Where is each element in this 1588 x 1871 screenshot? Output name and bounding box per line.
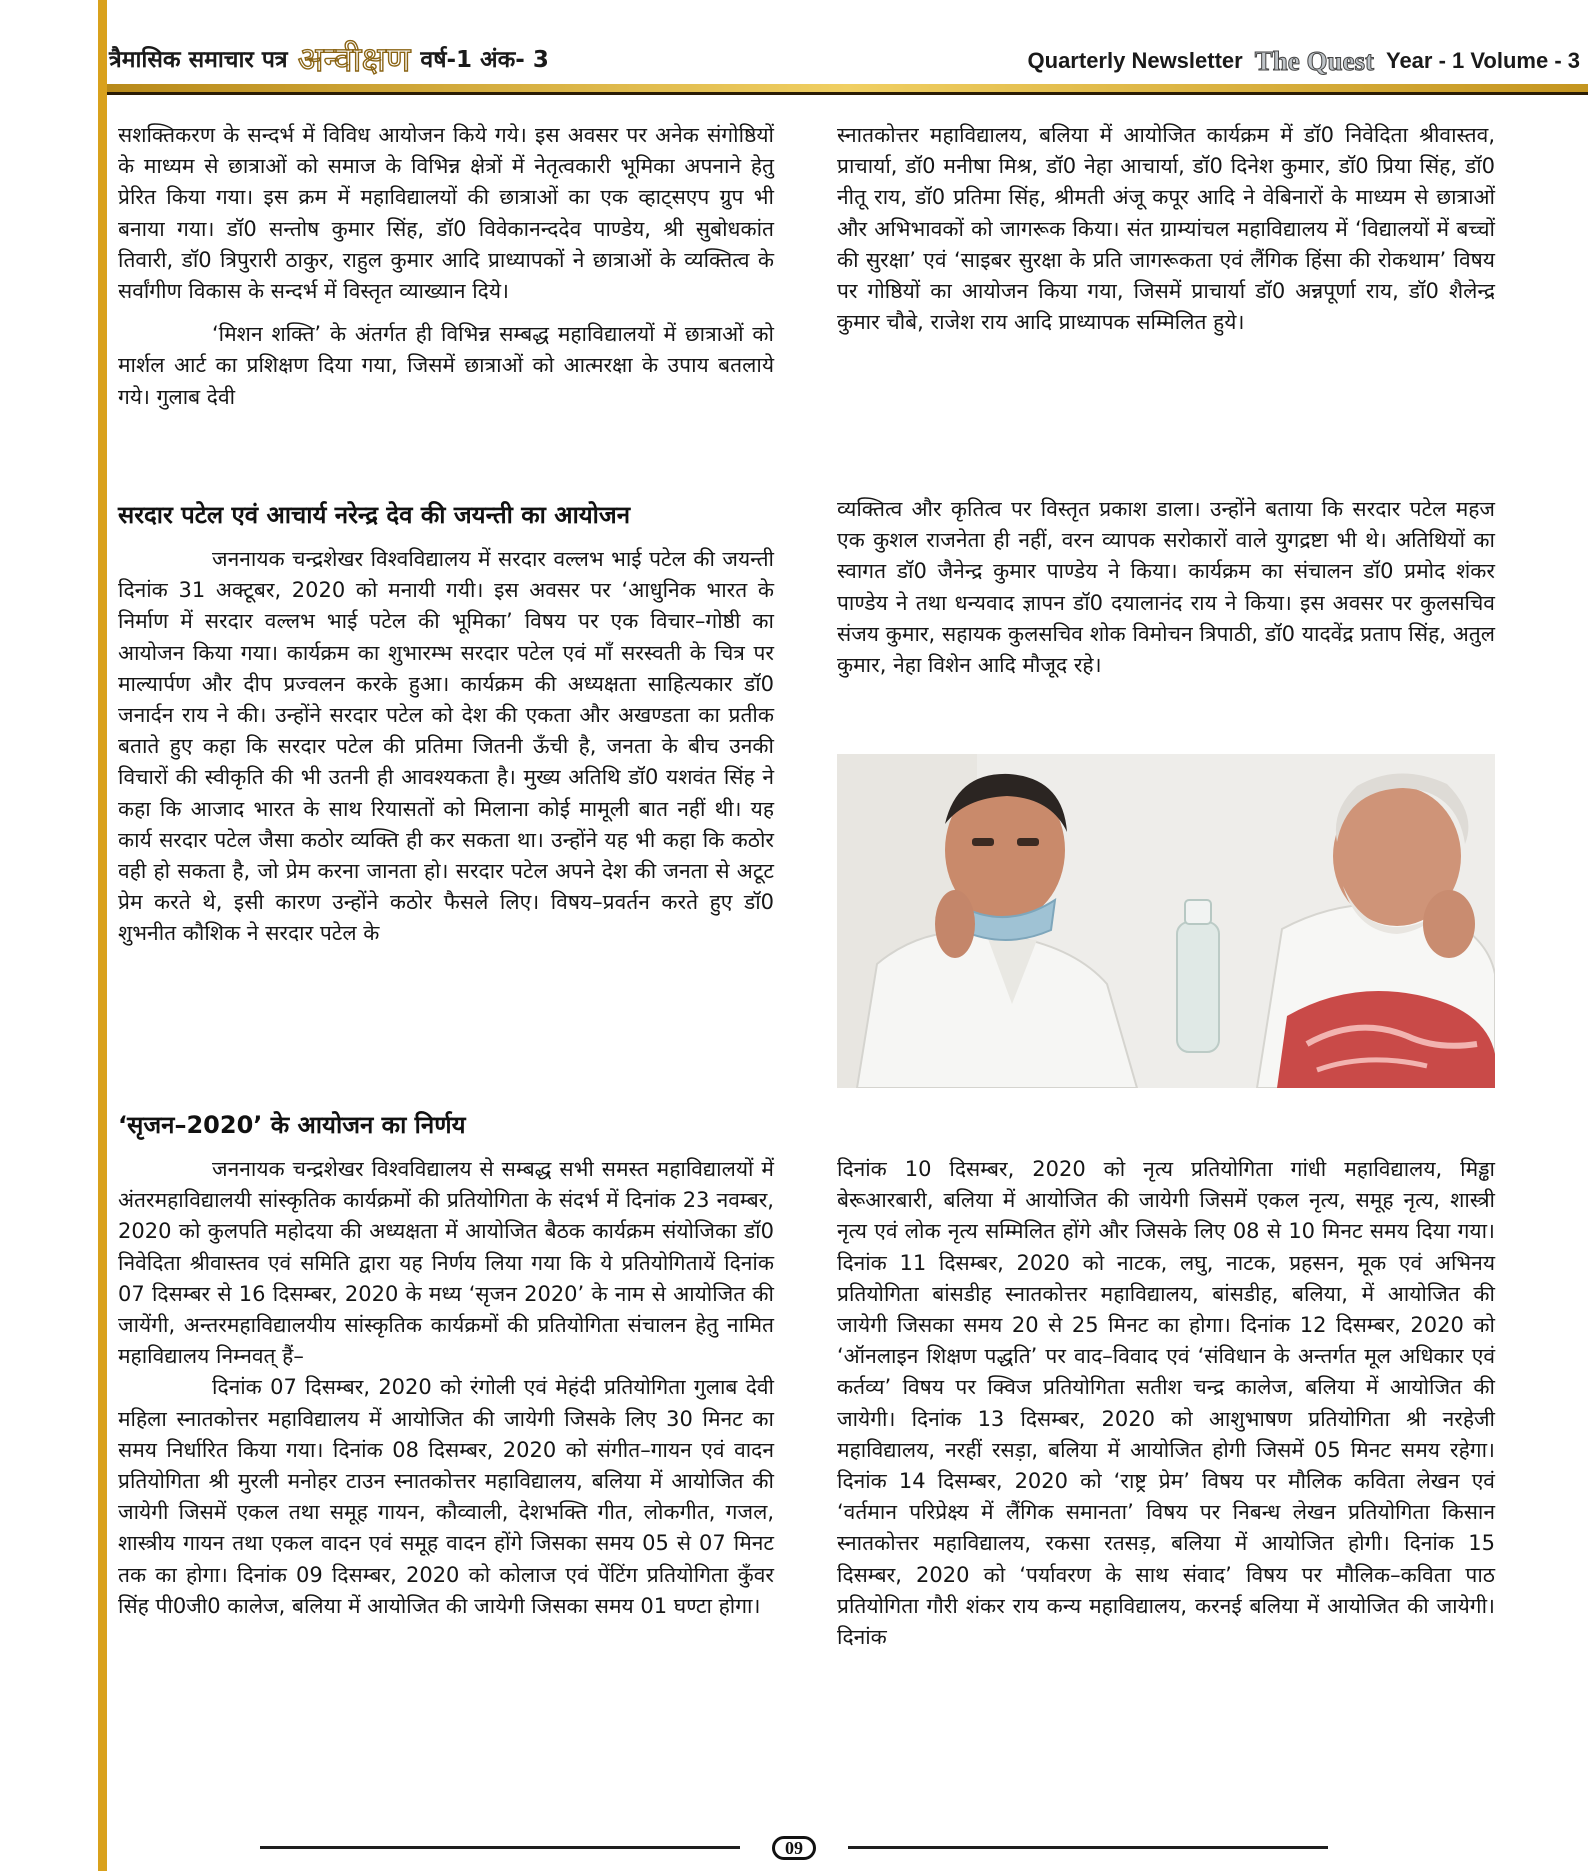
page-number-badge — [736, 1836, 852, 1860]
header-english-issue: Year - 1 Volume - 3 — [1385, 48, 1580, 73]
page-footer — [260, 1836, 1328, 1860]
top-right-column — [837, 120, 1495, 338]
header-dark-rule — [107, 92, 1588, 95]
page-header — [107, 0, 1588, 96]
page-number: 09 — [772, 1836, 816, 1860]
header-hindi-title — [109, 38, 549, 78]
section-heading-srijan: ‘सृजन–2020’ के आयोजन का निर्णय — [118, 1111, 466, 1139]
article-paragraph: दिनांक 10 दिसम्बर, 2020 को नृत्य प्रतियोगिता गांधी महाविद्यालय, मिड्ढा बेरूआरबारी, बलिया में आयोजित की जायेगी जिसमें एकल नृत्य, समूह नृत्य, शास्त्री नृत्य एवं लोक नृत्य सम्मिलित होंगे और जिसके लिए 08 से 10 मिनट समय दिया गया। दिनांक 11 दिसम्बर, 2020 को नाटक, लघु, नाटक, प्रहसन, मूक एवं अभिनय प्रतियोगिता बांसडीह स्नातकोत्तर महाविद्यालय, बांसडीह, बलिया, में आयोजित की जायेगी जिसका समय 20 से 25 मिनट का होगा। दिनांक 12 दिसम्बर, 2020 को ‘ऑनलाइन शिक्षण पद्धति’ पर वाद–विवाद एवं ‘संविधान के अन्तर्गत मूल अधिकार एवं कर्तव्य’ विषय पर क्विज प्रतियोगिता सतीश चन्द्र कालेज, बलिया में आयोजित की जायेगी। दिनांक 13 दिसम्बर, 2020 को आशुभाषण प्रतियोगिता श्री नरहेजी महाविद्यालय, नरहीं रसड़ा, बलिया में आयोजित होगी जिसमें 05 मिनट समय रहेगा। दिनांक 14 दिसम्बर, 2020 को ‘राष्ट्र प्रेम’ विषय पर मौलिक कविता लेखन एवं ‘वर्तमान परिप्रेक्ष्य में लैंगिक समानता’ विषय पर निबन्ध लेखन प्रतियोगिता किसान स्नातकोत्तर महाविद्यालय, रकसा रतसड़, बलिया में आयोजित होगी। दिनांक 15 दिसम्बर, 2020 को ‘पर्यावरण के साथ संवाद’ विषय पर मौलिक–कविता पाठ प्रतियोगिता गौरी शंकर राय कन्य महाविद्यालय, करनई बलिया में आयोजित की जायेगी। दिनांक — [837, 1157, 1495, 1650]
footer-rule-right — [848, 1846, 1328, 1849]
top-left-column — [118, 120, 774, 413]
header-english-prefix: Quarterly Newsletter — [1027, 48, 1243, 73]
article-paragraph: व्यक्तित्व और कृतित्व पर विस्तृत प्रकाश डाला। उन्होंने बताया कि सरदार पटेल महज एक कुशल राजनेता ही नहीं, वरन व्यापक सरोकारों वाले युगद्रष्टा भी थे। अतिथियों का स्वागत डॉ0 जैनेन्द्र कुमार पाण्डेय ने किया। कार्यक्रम का संचालन डॉ0 प्रमोद शंकर पाण्डेय ने तथा धन्यवाद ज्ञापन डॉ0 दयालानंद राय ने किया। इस अवसर पर कुलसचिव संजय कुमार, सहायक कुलसचिव शोक विमोचन त्रिपाठी, डॉ0 यादवेंद्र प्रताप सिंह, अतुल कुमार, नेहा विशेन आदि मौजूद रहे। — [837, 497, 1495, 678]
article-paragraph: सशक्तिकरण के सन्दर्भ में विविध आयोजन किये गये। इस अवसर पर अनेक संगोष्ठियों के माध्यम से छात्राओं को समाज के विभिन्न क्षेत्रों में नेतृत्वकारी भूमिका अपनाने हेतु प्रेरित किया गया। इस क्रम में महाविद्यालयों की छात्राओं का एक व्हाट्सएप ग्रुप भी बनाया गया। डॉ0 सन्तोष कुमार सिंह, डॉ0 विवेकानन्ददेव पाण्डेय, श्री सुबोधकांत तिवारी, डॉ0 त्रिपुरारी ठाकुर, राहुल कुमार आदि प्राध्यापकों ने छात्राओं के व्यक्तित्व के सर्वांगीण विकास के सन्दर्भ में विस्तृत व्याख्यान दिये। — [118, 123, 774, 304]
article-paragraph: स्नातकोत्तर महाविद्यालय, बलिया में आयोजित कार्यक्रम में डॉ0 निवेदिता श्रीवास्तव, प्राचार्या, डॉ0 मनीषा मिश्र, डॉ0 नेहा आचार्या, डॉ0 दिनेश कुमार, डॉ0 प्रिया सिंह, डॉ0 नीतू राय, डॉ0 प्रतिमा सिंह, श्रीमती अंजू कपूर आदि ने वेबिनारों के माध्यम से छात्राओं और अभिभावकों को जागरूक किया। संत ग्राम्यांचल महाविद्यालय में ‘विद्यालयों में बच्चों की सुरक्षा’ एवं ‘साइबर सुरक्षा के प्रति जागरूकता एवं लैंगिक हिंसा की रोकथाम’ विषय पर गोष्ठियों का आयोजन किया गया, जिसमें प्राचार्या डॉ0 अन्नपूर्णा राय, डॉ0 शैलेन्द्र कुमार चौबे, राजेश राय आदि प्राध्यापक सम्मिलित हुये। — [837, 123, 1495, 335]
section2-left-column — [118, 1154, 774, 1622]
header-hindi-prefix: त्रैमासिक समाचार पत्र — [109, 47, 288, 73]
header-gold-band — [107, 84, 1588, 92]
article-paragraph: जननायक चन्द्रशेखर विश्वविद्यालय से सम्बद्ध सभी समस्त महाविद्यालयों में अंतरमहाविद्यालयी सांस्कृतिक कार्यक्रमों की प्रतियोगिता के संदर्भ में दिनांक 23 नवम्बर, 2020 को कुलपति महोदया की अध्यक्षता में आयोजित बैठक कार्यक्रम संयोजिका डॉ0 निवेदिता श्रीवास्तव एवं समिति द्वारा यह निर्णय लिया गया कि ये प्रतियोगितायें दिनांक 07 दिसम्बर से 16 दिसम्बर, 2020 के मध्य ‘सृजन 2020’ के नाम से आयोजित की जायेंगी, अन्तरमहाविद्यालयीय सांस्कृतिक कार्यक्रमों की प्रतियोगिता संचालन हेतु नामित महाविद्यालय निम्नवत् हैं– — [118, 1157, 774, 1369]
left-gold-border — [98, 0, 107, 1871]
section1-right-column — [837, 494, 1495, 681]
event-photo — [837, 754, 1495, 1088]
header-hindi-name: अन्वीक्षण — [297, 40, 411, 80]
article-paragraph: दिनांक 07 दिसम्बर, 2020 को रंगोली एवं मेहंदी प्रतियोगिता गुलाब देवी महिला स्नातकोत्तर महाविद्यालय में आयोजित की जायेगी जिसके लिए 30 मिनट का समय निर्धारित किया गया। दिनांक 08 दिसम्बर, 2020 को संगीत–गायन एवं वादन प्रतियोगिता श्री मुरली मनोहर टाउन स्नातकोत्तर महाविद्यालय, बलिया में आयोजित की जायेगी जिसमें एकल तथा समूह गायन, कौव्वाली, देशभक्ति गीत, लोकगीत, गजल, शास्त्रीय गायन तथा एकल वादन एवं समूह वादन होंगे जिसका समय 05 से 07 मिनट तक का होगा। दिनांक 09 दिसम्बर, 2020 को कोलाज एवं पेंटिंग प्रतियोगिता कुँवर सिंह पी0जी0 कालेज, बलिया में आयोजित की जायेगी जिसका समय 01 घण्टा होगा। — [118, 1375, 774, 1618]
section1-left-column — [118, 544, 774, 950]
header-english-name: The Quest — [1254, 45, 1374, 76]
footer-rule-left — [260, 1846, 740, 1849]
event-photo-illustration — [837, 754, 1495, 1088]
article-paragraph: ‘मिशन शक्ति’ के अंतर्गत ही विभिन्न सम्बद्ध महाविद्यालयों में छात्राओं को मार्शल आर्ट का प्रशिक्षण दिया गया, जिसमें छात्राओं को आत्मरक्षा के उपाय बतलाये गये। गुलाब देवी — [118, 322, 774, 409]
header-english-title — [1028, 44, 1580, 78]
article-paragraph: जननायक चन्द्रशेखर विश्वविद्यालय में सरदार वल्लभ भाई पटेल की जयन्ती दिनांक 31 अक्टूबर, 2020 को मनायी गयी। इस अवसर पर ‘आधुनिक भारत के निर्माण में सरदार वल्लभ भाई पटेल की भूमिका’ विषय पर एक विचार–गोष्ठी का आयोजन किया गया। कार्यक्रम का शुभारम्भ सरदार पटेल एवं माँ सरस्वती के चित्र पर माल्यार्पण और दीप प्रज्वलन करके हुआ। कार्यक्रम की अध्यक्षता साहित्यकार डॉ0 जनार्दन राय ने की। उन्होंने सरदार पटेल को देश की एकता और अखण्डता का प्रतीक बताते हुए कहा कि सरदार पटेल की प्रतिमा जितनी ऊँची है, जनता के बीच उनकी विचारों की स्वीकृति की भी उतनी ही आवश्यकता है। मुख्य अतिथि डॉ0 यशवंत सिंह ने कहा कि आजाद भारत के साथ रियासतों को मिलाना कोई मामूली बात नहीं थी। यह कार्य सरदार पटेल जैसा कठोर व्यक्ति ही कर सकता था। उन्होंने यह भी कहा कि कठोर वही हो सकता है, जो प्रेम करना जानता हो। सरदार पटेल अपने देश की जनता से अटूट प्रेम करते थे, इसी कारण उन्होंने कठोर फैसले लिए। विषय–प्रवर्तन करते हुए डॉ0 शुभनीत कौशिक ने सरदार पटेल के — [118, 547, 774, 946]
header-hindi-issue: वर्ष-1 अंक- 3 — [420, 47, 549, 73]
section-heading-patel: सरदार पटेल एवं आचार्य नरेन्द्र देव की जयन्ती का आयोजन — [118, 501, 631, 529]
section2-right-column — [837, 1154, 1495, 1653]
